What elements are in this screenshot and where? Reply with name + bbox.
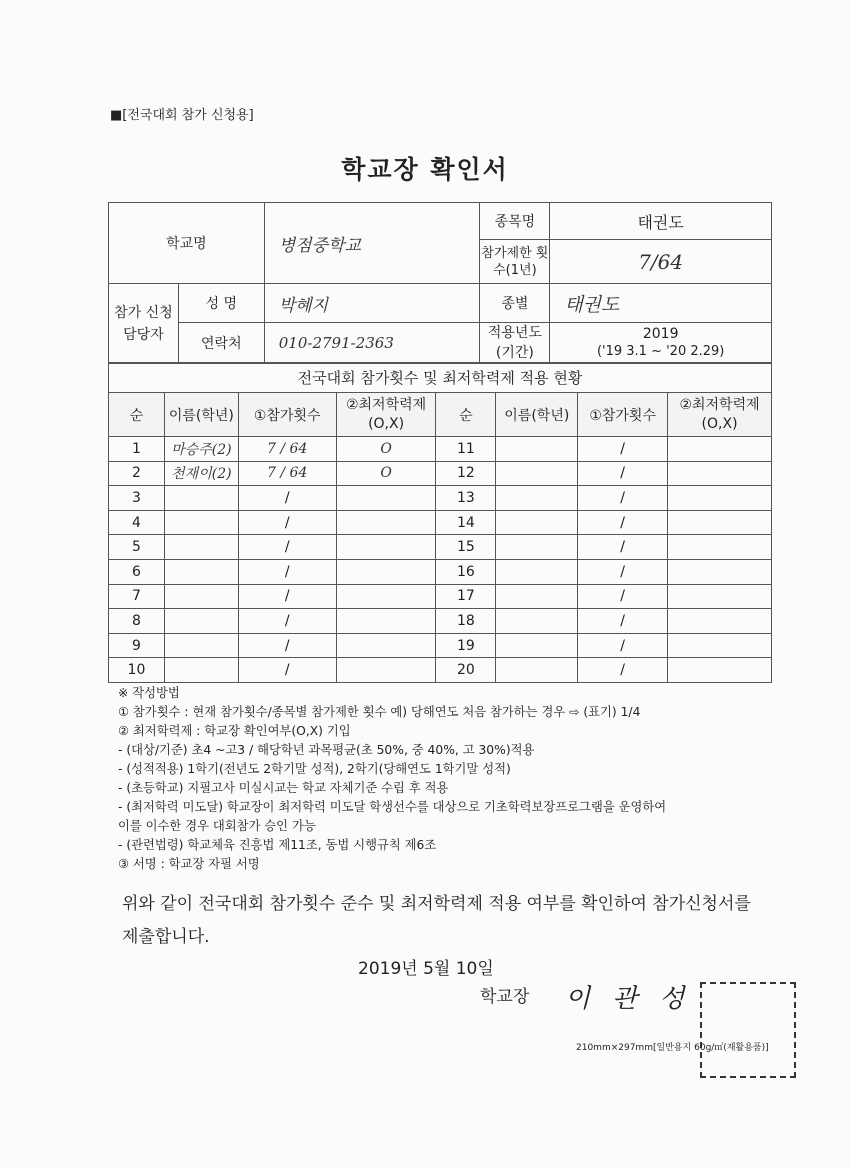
cell-name [164,535,238,560]
cell-name [164,559,238,584]
cell-min [336,658,436,683]
table-row [109,461,772,486]
cell-no: 18 [436,609,496,634]
cell-no: 8 [109,609,165,634]
cell-count: / [238,535,336,560]
cell-name [164,609,238,634]
cell-min: O [336,461,436,486]
cell-no: 12 [436,461,496,486]
cell-count: / [238,609,336,634]
cell-no: 3 [109,486,165,511]
category-value: 태권도 [550,284,772,323]
event-value: 태권도 [550,203,772,240]
cell-min [668,510,772,535]
contact-label: 연락처 [178,323,264,364]
cell-name [496,461,578,486]
instruction-line: - (대상/기준) 초4 ~고3 / 해당학년 과목평균(초 50%, 중 40%, 고 30%)적용 [118,743,535,757]
cell-no: 7 [109,584,165,609]
cell-min [336,559,436,584]
header-count: ①참가횟수 [578,393,668,437]
document-title: 학교장 확인서 [341,155,509,184]
cell-no: 9 [109,633,165,658]
table-row [109,535,772,560]
cell-min [336,510,436,535]
cell-name [496,486,578,511]
cell-name [496,584,578,609]
cell-min [336,633,436,658]
event-label: 종목명 [480,203,550,240]
table-row [109,584,772,609]
contact-value: 010-2791-2363 [264,323,480,364]
period-value: ('19 3.1 ~ '20 2.29) [596,344,725,359]
cell-count: / [578,633,668,658]
confirmation-text: 위와 같이 전국대회 참가횟수 준수 및 최저학력제 적용 여부를 확인하여 참가신청서를 제출합니다. [122,894,751,947]
cell-min [336,486,436,511]
cell-no: 20 [436,658,496,683]
cell-name [164,658,238,683]
instruction-line: ② 최저학력제 : 학교장 확인여부(O,X) 기입 [118,724,351,738]
header-min: ②최저학력제 (O,X) [336,393,436,437]
cell-count: / [238,584,336,609]
cell-min: O [336,437,436,462]
cell-count: 7 / 64 [238,461,336,486]
cell-name [496,658,578,683]
form-type-label: ■[전국대회 참가 신청용] [110,108,254,123]
cell-no: 1 [109,437,165,462]
cell-no: 11 [436,437,496,462]
cell-count: 7 / 64 [238,437,336,462]
cell-name: 마승주(2) [164,437,238,462]
cell-no: 19 [436,633,496,658]
instruction-line: - (최저학력 미도달) 학교장이 최저학력 미도달 학생선수를 대상으로 기초학력보장프로그램을 운영하여 [118,800,667,814]
instruction-line: 이를 이수한 경우 대회참가 승인 가능 [118,819,316,833]
cell-name [496,437,578,462]
instruction-line: ※ 작성방법 [118,686,180,700]
cell-name: 천재이(2) [164,461,238,486]
cell-min [668,486,772,511]
year-cell [550,323,772,364]
limit-value: 7/64 [550,240,772,284]
cell-min [336,535,436,560]
cell-count: / [238,559,336,584]
cell-no: 10 [109,658,165,683]
cell-name [496,633,578,658]
cell-no: 15 [436,535,496,560]
cell-min [668,633,772,658]
table-row [109,658,772,683]
cell-no: 17 [436,584,496,609]
manager-label: 참가 신청 담당자 [109,284,179,364]
cell-no: 6 [109,559,165,584]
school-value: 병점중학교 [264,203,480,284]
school-label: 학교명 [109,203,265,284]
cell-no: 14 [436,510,496,535]
cell-count: / [238,486,336,511]
cell-count: / [238,633,336,658]
cell-count: / [578,584,668,609]
cell-count: / [578,658,668,683]
instruction-line: - (관련법령) 학교체육 진흥법 제11조, 동법 시행규칙 제6조 [118,838,437,852]
cell-min [668,461,772,486]
cell-name [496,609,578,634]
header-count: ①참가횟수 [238,393,336,437]
cell-no: 5 [109,535,165,560]
instruction-line: - (성적적용) 1학기(전년도 2학기말 성적), 2학기(당해연도 1학기말 성적) [118,762,511,776]
cell-no: 16 [436,559,496,584]
cell-count: / [238,658,336,683]
school-seal-stamp [700,982,796,1078]
cell-min [668,609,772,634]
cell-count: / [578,510,668,535]
cell-min [668,559,772,584]
cell-name [164,510,238,535]
year-value: 2019 [642,326,679,342]
principal-signature: 이관성 [565,984,707,1014]
category-label: 종별 [480,284,550,323]
cell-no: 13 [436,486,496,511]
cell-name [164,584,238,609]
header-min: ②최저학력제 (O,X) [668,393,772,437]
cell-count: / [238,510,336,535]
header-no: 순 [436,393,496,437]
name-value: 박혜지 [264,284,480,323]
table-row [109,633,772,658]
header-name: 이름(학년) [164,393,238,437]
cell-count: / [578,535,668,560]
cell-min [336,584,436,609]
cell-min [668,584,772,609]
table-row [109,510,772,535]
instructions [118,684,798,874]
cell-count: / [578,461,668,486]
instruction-line: ① 참가횟수 : 현재 참가횟수/종목별 참가제한 횟수 예) 당해연도 처음 참가하는 경우 ⇨ (표기) 1/4 [118,705,641,719]
cell-name [496,510,578,535]
cell-no: 4 [109,510,165,535]
cell-count: / [578,609,668,634]
year-label: 적용년도 (기간) [480,323,550,364]
info-table [108,202,772,364]
cell-count: / [578,559,668,584]
cell-min [668,437,772,462]
limit-label: 참가제한 횟수(1년) [480,240,550,284]
participation-caption: 전국대회 참가횟수 및 최저학력제 적용 현황 [109,363,772,393]
participation-table [108,362,772,683]
cell-no: 2 [109,461,165,486]
table-row [109,486,772,511]
paper-spec: 210mm×297mm[일반용지 60g/㎡(재활용품)] [576,1043,769,1053]
table-row [109,559,772,584]
cell-name [496,559,578,584]
name-label: 성 명 [178,284,264,323]
instruction-line: - (초등학교) 지필고사 미실시교는 학교 자체기준 수립 후 적용 [118,781,449,795]
cell-name [496,535,578,560]
cell-count: / [578,437,668,462]
principal-label: 학교장 [480,987,530,1007]
cell-name [164,486,238,511]
cell-min [668,535,772,560]
instruction-line: ③ 서명 : 학교장 자필 서명 [118,857,260,871]
table-row [109,609,772,634]
table-row [109,437,772,462]
header-no: 순 [109,393,165,437]
cell-count: / [578,486,668,511]
signature-date: 2019년 5월 10일 [358,959,494,979]
cell-name [164,633,238,658]
cell-min [668,658,772,683]
cell-min [336,609,436,634]
header-name: 이름(학년) [496,393,578,437]
